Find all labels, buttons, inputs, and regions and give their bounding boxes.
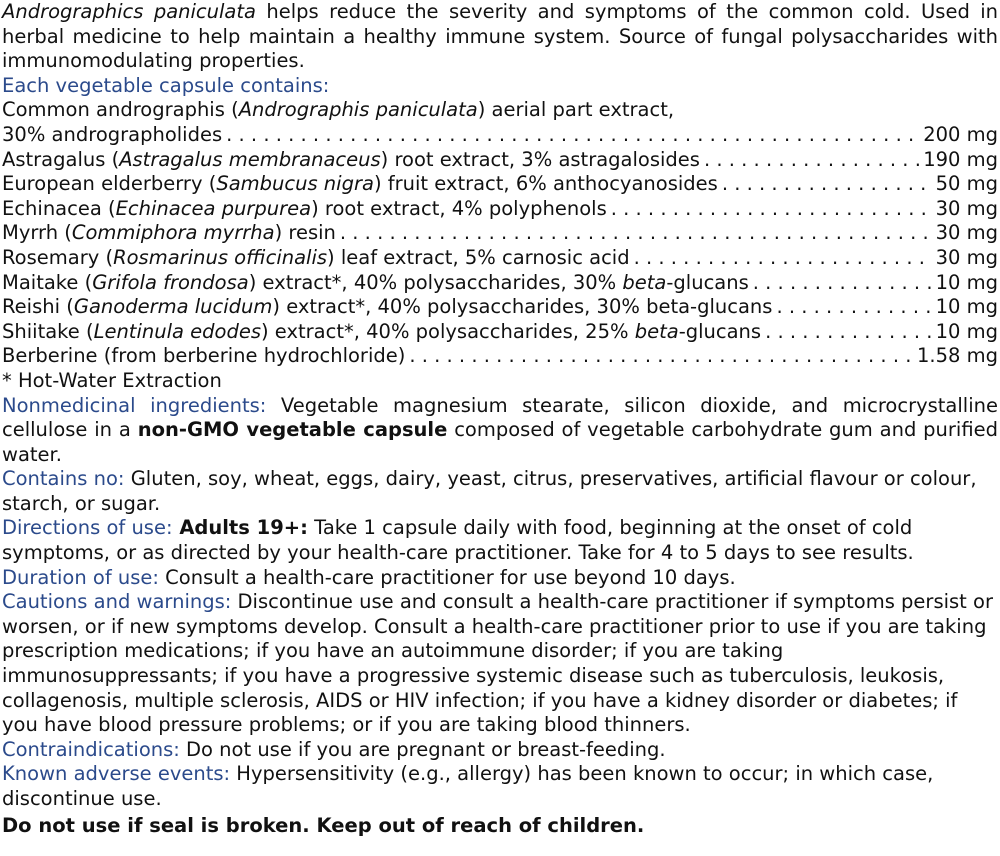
leader-dots: [753, 271, 932, 296]
ingredient-row: Rosemary (Rosmarinus officinalis) leaf extract, 5% carnosic acid . . . 30 mg: [2, 246, 998, 271]
duration-paragraph: Duration of use: Consult a health-care practitioner for use beyond 10 days.: [2, 565, 736, 589]
nonmedicinal-heading: Nonmedicinal ingredients:: [2, 393, 267, 417]
leader-dots: [765, 320, 932, 345]
intro-text: helps reduce the severity and symptoms of the common cold. Used in herbal medicine to help maintain a healthy immune system. Source of fungal polysaccharides with immunomodulating properties.: [2, 0, 999, 73]
contraindications-paragraph: Contraindications: Do not use if you are pregnant or breast-feeding.: [2, 737, 666, 761]
ingredient-row: Maitake (Grifola frondosa) extract*, 40% polysaccharides, 30% beta-glucans . . . 10 mg: [2, 271, 998, 296]
footnote: * Hot-Water Extraction: [2, 368, 222, 392]
ingredient-amount: 30 mg: [935, 221, 998, 245]
intro-species: Andrographics paniculata: [2, 0, 256, 23]
leader-dots: [722, 172, 932, 197]
leader-dots: [226, 123, 919, 148]
leader-dots: [611, 197, 932, 222]
ingredient-amount: 10 mg: [935, 319, 998, 343]
ingredient-row: Echinacea (Echinacea purpurea) root extract, 4% polyphenols . . . 30 mg: [2, 197, 998, 222]
ingredient-amount: 190 mg: [923, 147, 998, 171]
leader-dots: [704, 148, 919, 173]
intro-paragraph: [2, 0, 998, 74]
ingredient-row: European elderberry (Sambucus nigra) fruit extract, 6% anthocyanosides . . . 50 mg: [2, 172, 998, 197]
nonmedicinal-paragraph: Nonmedicinal ingredients: Vegetable magnesium stearate, silicon dioxide, and microcrystalline cellulose in a non-GMO vegetable capsule composed of vegetable carbohydrate gum and purified water.: [2, 393, 998, 466]
adverse-events-heading: Known adverse events:: [2, 762, 231, 786]
ingredient-amount: 50 mg: [935, 172, 998, 196]
ingredient-list: [2, 98, 998, 369]
ingredient-amount: 1.58 mg: [917, 344, 998, 368]
adverse-events-paragraph: Known adverse events: Hypersensitivity (e.g., allergy) has been known to occur; in which case, discontinue use.: [2, 762, 934, 810]
ingredient-amount: 10 mg: [935, 270, 998, 294]
ingredient-row: Berberine (from berberine hydrochloride) . . . 1.58 mg: [2, 344, 998, 369]
ingredient-amount: 10 mg: [935, 295, 998, 319]
leader-dots: [776, 295, 931, 320]
leader-dots: [340, 221, 932, 246]
leader-dots: [409, 344, 913, 369]
directions-heading: Directions of use:: [2, 516, 173, 540]
ingredient-row: Common andrographis (Andrographis paniculata) aerial part extract, 30% andrographolides . . . 200 mg: [2, 98, 998, 147]
ingredient-amount: 200 mg: [923, 122, 998, 146]
ingredient-row: Shiitake (Lentinula edodes) extract*, 40% polysaccharides, 25% beta-glucans . . . 10 mg: [2, 320, 998, 345]
capsule-heading: Each vegetable capsule contains:: [2, 73, 330, 97]
ingredient-amount: 30 mg: [935, 245, 998, 269]
ingredient-row: Astragalus (Astragalus membranaceus) root extract, 3% astragalosides . . . 190 mg: [2, 148, 998, 173]
contains-no-paragraph: Contains no: Gluten, soy, wheat, eggs, dairy, yeast, citrus, preservatives, artificial flavour or colour, starch, or sugar.: [2, 467, 977, 515]
contraindications-heading: Contraindications:: [2, 737, 180, 761]
directions-paragraph: Directions of use: Adults 19+: Take 1 capsule daily with food, beginning at the onset of cold symptoms, or as directed by your health-care practitioner. Take for 4 to 5 days to see results.: [2, 516, 914, 565]
ingredient-row: Reishi (Ganoderma lucidum) extract*, 40% polysaccharides, 30% beta-glucans . . . 10 mg: [2, 295, 998, 320]
ingredient-row: Myrrh (Commiphora myrrha) resin . . . 30 mg: [2, 221, 998, 246]
final-warning: Do not use if seal is broken. Keep out of reach of children.: [2, 813, 645, 837]
cautions-heading: Cautions and warnings:: [2, 590, 232, 614]
ingredient-amount: 30 mg: [935, 196, 998, 220]
leader-dots: [634, 246, 932, 271]
duration-heading: Duration of use:: [2, 565, 159, 589]
contains-no-heading: Contains no:: [2, 467, 125, 491]
cautions-paragraph: Cautions and warnings: Discontinue use and consult a health-care practitioner if symptoms persist or worsen, or if new symptoms develop. Consult a health-care practitioner prior to use if you are taking prescription medications; if you have an autoimmune disorder; if you are taking immunosuppressants; if you have a progressive systemic disease such as tuberculosis, leukosis, collagenosis, multiple sclerosis, AIDS or HIV infection; if you have a kidney disorder or diabetes; if you have blood pressure problems; or if you are taking blood thinners.: [2, 590, 993, 737]
